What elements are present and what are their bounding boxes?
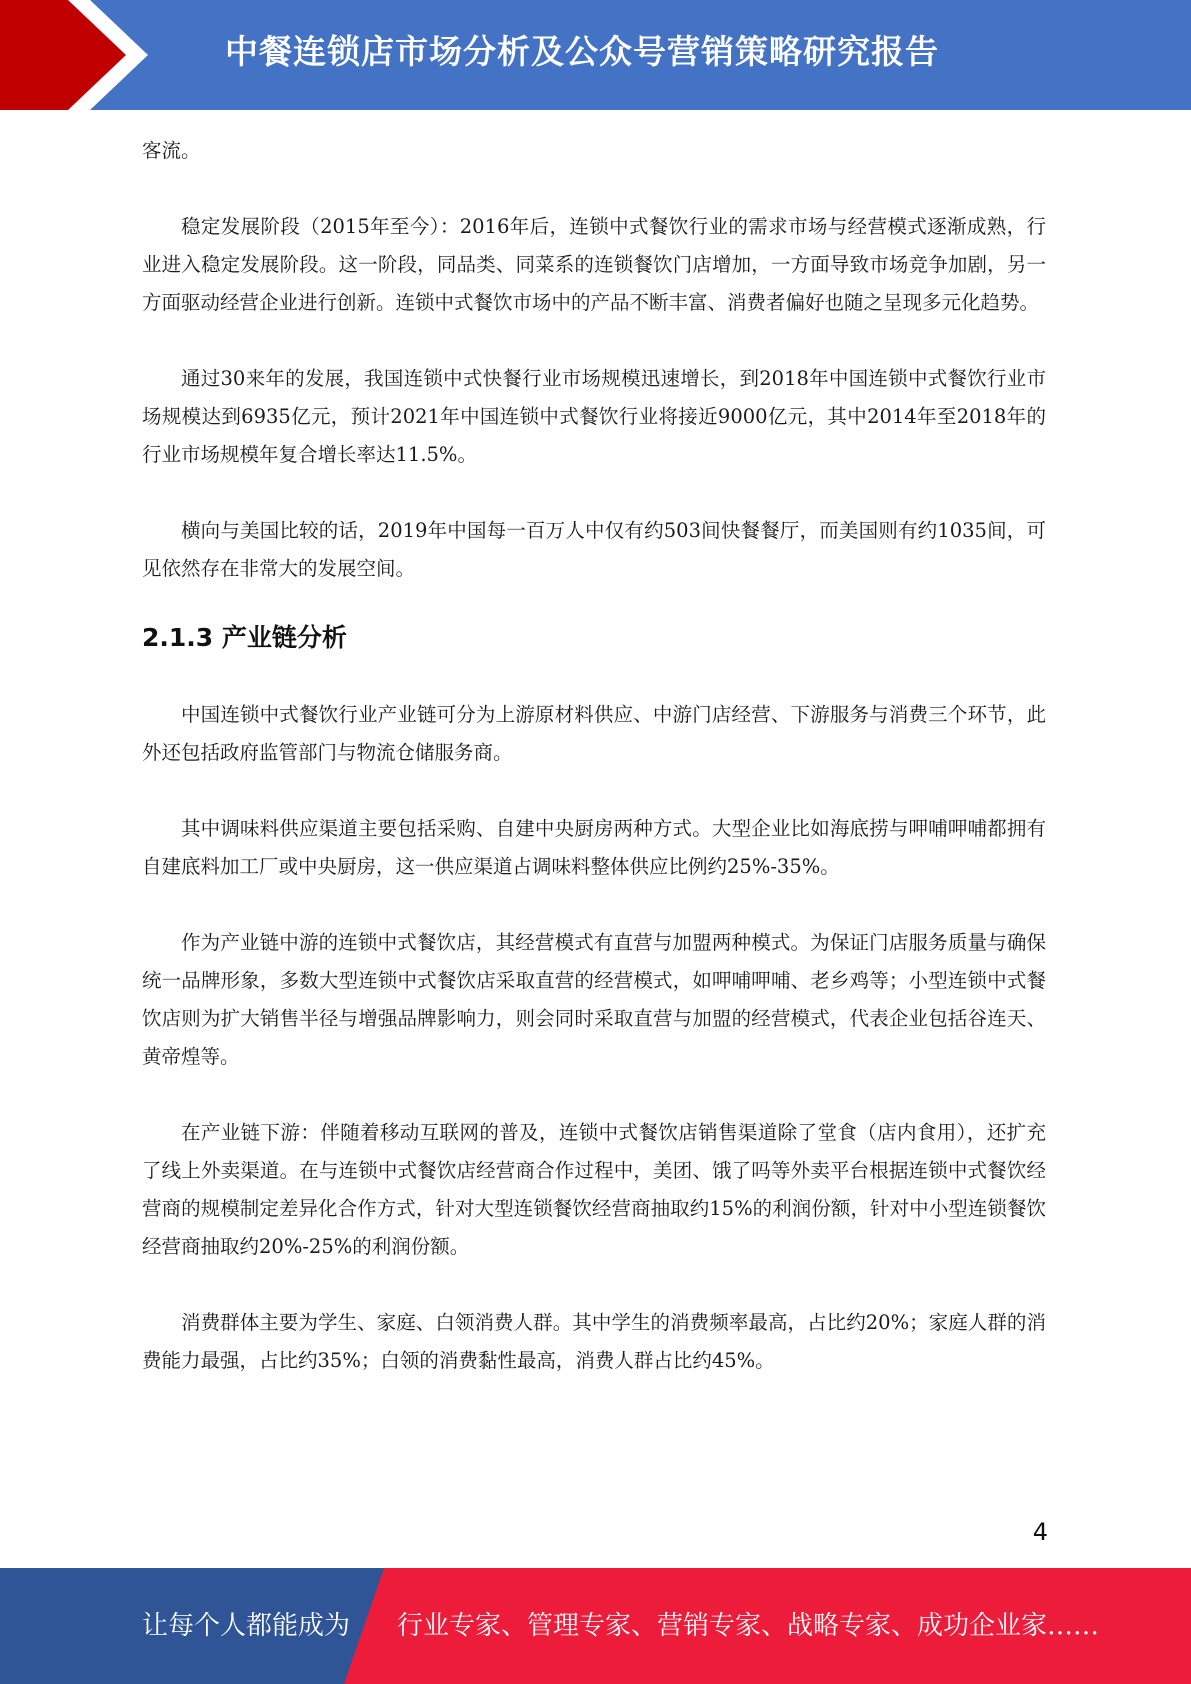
paragraph-continuation: 客流。: [142, 139, 201, 162]
report-title: 中餐连锁店市场分析及公众号营销策略研究报告: [225, 32, 939, 71]
footer-slogan-left: 让每个人都能成为: [142, 1611, 351, 1641]
footer-slogan-right: 行业专家、管理专家、营销专家、战略专家、成功企业家……: [397, 1611, 1100, 1641]
header-chevron-decoration: [0, 0, 150, 110]
page-number: 4: [1032, 1518, 1048, 1546]
paragraph-stable-stage: 稳定发展阶段（2015年至今）：2016年后，连锁中式餐饮行业的需求市场与经营模式逐渐成熟，行业进入稳定发展阶段。这一阶段，同品类、同菜系的连锁餐饮门店增加，一方面导致市场竞争加剧，另一方面驱动经营企业进行创新。连锁中式餐饮市场中的产品不断丰富、消费者偏好也随之呈现多元化趋势。: [142, 215, 1046, 314]
paragraph-seasoning-supply: 其中调味料供应渠道主要包括采购、自建中央厨房两种方式。大型企业比如海底捞与呷哺呷哺都拥有自建底料加工厂或中央厨房，这一供应渠道占调味料整体供应比例约25%-35%。: [142, 817, 1046, 878]
page-footer: [0, 1568, 1191, 1684]
page-header: [0, 0, 1191, 110]
paragraph-midstream: 作为产业链中游的连锁中式餐饮店，其经营模式有直营与加盟两种模式。为保证门店服务质量与确保统一品牌形象，多数大型连锁中式餐饮店采取直营的经营模式，如呷哺呷哺、老乡鸡等；小型连锁中式餐饮店则为扩大销售半径与增强品牌影响力，则会同时采取直营与加盟的经营模式，代表企业包括谷连天、黄帝煌等。: [142, 931, 1046, 1068]
paragraph-us-comparison: 横向与美国比较的话，2019年中国每一百万人中仅有约503间快餐餐厅，而美国则有约1035间，可见依然存在非常大的发展空间。: [142, 519, 1046, 580]
paragraph-downstream: 在产业链下游：伴随着移动互联网的普及，连锁中式餐饮店销售渠道除了堂食（店内食用），还扩充了线上外卖渠道。在与连锁中式餐饮店经营商合作过程中，美团、饿了吗等外卖平台根据连锁中式餐饮经营商的规模制定差异化合作方式，针对大型连锁餐饮经营商抽取约15%的利润份额，针对中小型连锁餐饮经营商抽取约20%-25%的利润份额。: [142, 1121, 1046, 1258]
paragraph-market-scale: 通过30来年的发展，我国连锁中式快餐行业市场规模迅速增长，到2018年中国连锁中式餐饮行业市场规模达到6935亿元，预计2021年中国连锁中式餐饮行业将接近9000亿元，其中2014年至2018年的行业市场规模年复合增长率达11.5%。: [142, 367, 1046, 466]
paragraph-consumer-groups: 消费群体主要为学生、家庭、白领消费人群。其中学生的消费频率最高，占比约20%；家庭人群的消费能力最强，占比约35%；白领的消费黏性最高，消费人群占比约45%。: [142, 1311, 1046, 1372]
section-heading: 2.1.3 产业链分析: [142, 623, 347, 652]
paragraph-industry-chain: 中国连锁中式餐饮行业产业链可分为上游原材料供应、中游门店经营、下游服务与消费三个环节，此外还包括政府监管部门与物流仓储服务商。: [142, 703, 1046, 764]
document-body: [142, 132, 1046, 1380]
